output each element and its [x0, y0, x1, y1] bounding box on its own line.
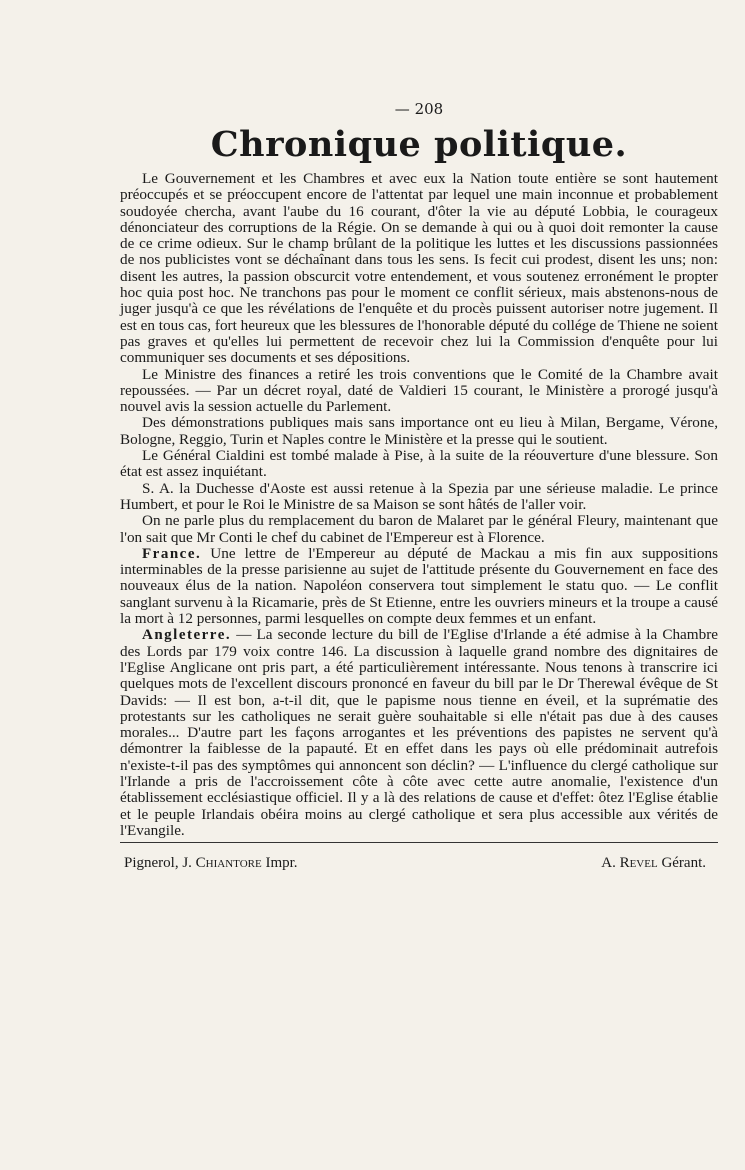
france-text: Une lettre de l'Empereur au député de Mackau a mis fin aux suppositions interminables de la presse parisienne au sujet de l'attitude présente du Gouvernement en face des nouveaux élus de la nation. Napoléon conservera tout simplement le statu quo. — Le conflit sanglant survenu à la Ricamarie, près de St Etienne, entre les ouvriers mineurs et la troupe a causé la mort à 12 personnes, parmi lesquelles on compte deux femmes et un enfant. — [120, 544, 718, 628]
page-number: — 208 — [394, 100, 444, 118]
footer-divider — [120, 842, 718, 843]
angleterre-text: — La seconde lecture du bill de l'Eglise d'Irlande a été admise à la Chambre des Lords par 179 voix contre 146. La discussion à laquelle grand nombre des dignitaires de l'Eglise Anglicane ont pris part, a été particulièrement intéressante. Nous tenons à transcrire ici quelques mots de l'excellent discours prononcé en faveur du bill par le Dr Therewal évêque de St Davids: — Il est bon, a-t-il dit, que le papisme nous tienne en éveil, et la suprématie des protestants sur les catholiques ne serait guère souhaitable si elle n'était pas due à des causes morales... D'autre part les façons arrogantes et les préventions des papistes ne servent qu'à démontrer la faiblesse de la papauté. Et en effet dans les pays où elle prédominait autrefois n'existe-t-il pas des symptômes qui annoncent son déclin? — L'influence du clergé catholique sur l'Irlande a pris de l'accroissement côte à côte avec cette autre anomalie, l'existence d'un établissement ecclésiastique officiel. Il y a là des relations de cause et d'effet: ôtez l'Eglise établie et le peuple Irlandais obéira moins au clergé catholique et sera plus accessible aux vérités de l'Evangile. — [120, 626, 718, 839]
manager-name: Revel — [619, 855, 658, 872]
paragraph-6: On ne parle plus du remplacement du baron de Malaret par le général Fleury, maintenant que l'on sait que Mr Conti le chef du cabinet de l'Empereur est à Florence. — [120, 512, 718, 546]
printer-prefix: Pignerol, J. — [124, 855, 192, 872]
manager-credit — [601, 855, 706, 872]
printer-suffix: Impr. — [265, 855, 298, 872]
printer-credit — [120, 855, 298, 872]
page-title: Chronique politique. — [210, 124, 628, 165]
manager-suffix: Gérant. — [661, 855, 706, 872]
article-body — [120, 171, 718, 839]
document-page — [120, 100, 718, 872]
section-label-angleterre: Angleterre. — [142, 627, 232, 644]
section-label-france: France. — [142, 545, 202, 562]
paragraph-1: Le Gouvernement et les Chambres et avec eux la Nation toute entière se sont hautement préoccupés et se préoccupent encore de l'attentat par lequel une main inconnue et probablement soudoyée chercha, avant l'aube du 16 courant, d'ôter la vie au député Lobbia, le courageux dénonciateur des corruptions de la Régie. On se demande à qui ou à quoi doit remonter la cause de ce crime odieux. Sur le champ brûlant de la politique les luttes et les discussions passionnées de nos publicistes vont se déchaînant dans tous les sens. Is fecit cui prodest, disent les uns; non: disent les autres, la passion obscurcit votre entendement, et vous soutenez erronément le propter hoc quia post hoc. Ne tranchons pas pour le moment ce conflit sérieux, mais abstenons-nous de juger jusqu'à ce que les révélations de l'enquête et du procès puissent autoriser notre jugement. Il est en tous cas, fort heureux que les blessures de l'honorable député du collége de Thiene ne soient pas graves et qu'elles lui permettent de recevoir chez lui la Commission d'enquête pour lui communiquer ses documents et ses dépositions. — [120, 170, 718, 367]
printer-name: Chiantore — [195, 855, 262, 872]
paragraph-5: S. A. la Duchesse d'Aoste est aussi retenue à la Spezia par une sérieuse maladie. Le prince Humbert, et pour le Roi le Ministre de sa Maison se sont hâtés de l'aller voir. — [120, 479, 718, 513]
manager-prefix: A. — [601, 855, 616, 872]
paragraph-2: Le Ministre des finances a retiré les trois conventions que le Comité de la Chambre avait repoussées. — Par un décret royal, daté de Valdieri 15 courant, le Ministère a prorogé jusqu'à nouvel avis la session actuelle du Parlement. — [120, 365, 718, 416]
paragraph-3: Des démonstrations publiques mais sans importance ont eu lieu à Milan, Bergame, Vérone, Bologne, Reggio, Turin et Naples contre le Ministère et la presse qui le soutient. — [120, 414, 718, 448]
paragraph-4: Le Général Cialdini est tombé malade à Pise, à la suite de la réouverture d'une blessure. Son état est assez inquiétant. — [120, 447, 718, 481]
paragraph-angleterre — [120, 627, 718, 839]
imprint-footer — [120, 855, 718, 872]
paragraph-france — [120, 546, 718, 627]
